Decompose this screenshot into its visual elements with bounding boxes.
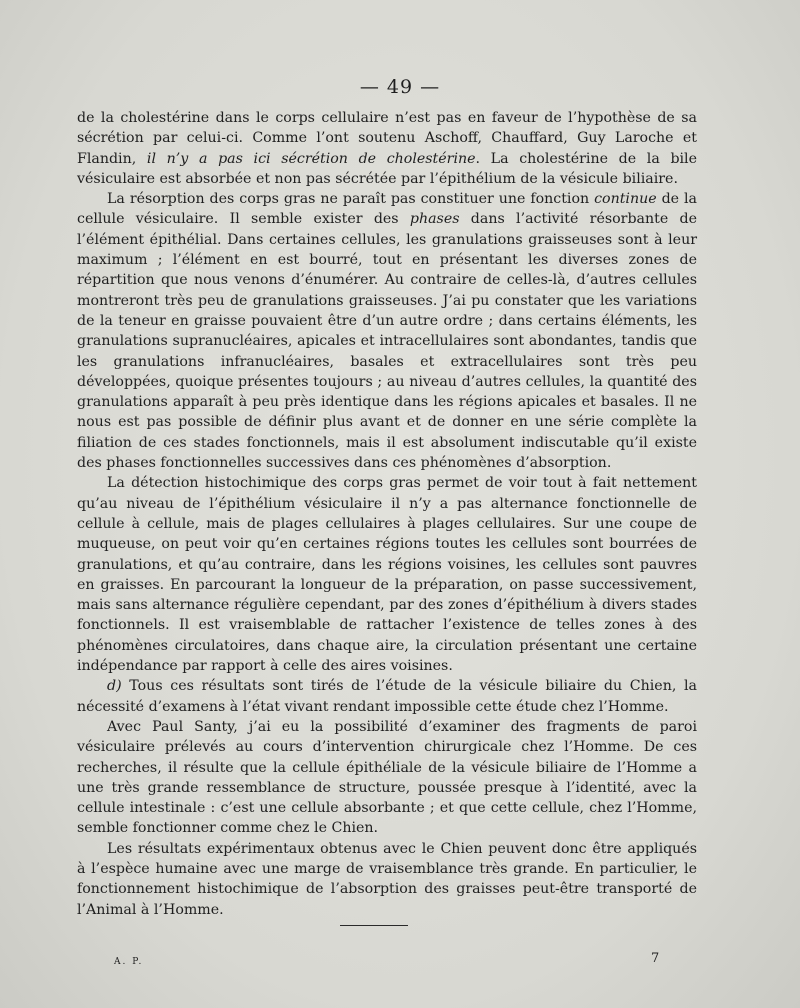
paragraph bbox=[77, 108, 697, 189]
paragraph bbox=[77, 189, 697, 473]
text-run: de la cholestérine dans le corps cellulaire n’est pas en faveur de l’hypothèse de sa sécrétion par celui-ci. Comme l’ont soutenu Aschoff, Chauffard, Guy Laroche et Flandin, bbox=[77, 110, 697, 167]
text-run: dans l’activité résorbante de l’élément épithélial. Dans certaines cellules, les granulations graisseuses sont à leur maximum ; l’élément en est bourré, tout en présentant les diverses zones de répartition que nous venons d’énumérer. Au contraire de celles-là, d’autres cellules montreront très peu de granulations graisseuses. J’ai pu constater que les variations de la teneur en graisse pouvaient être d’un autre ordre ; dans certains éléments, les granulations supranucléaires, apicales et intracellulaires sont abondantes, tandis que les granulations infranucléaires, basales et extracellulaires sont très peu développées, quoique présentes toujours ; au niveau d’autres cellules, la quantité des granulations apparaît à peu près identique dans les régions apicales et basales. Il ne nous est pas possible de définir plus avant et de donner en une série complète la filiation de ces stades fonctionnels, mais il est absolument indiscutable qu’il existe des phases fonctionnelles successives dans ces phénomènes d’absorption. bbox=[77, 211, 697, 472]
paragraph bbox=[77, 676, 697, 717]
italic-run: il n’y a pas ici sécrétion de cholestérine bbox=[146, 150, 476, 167]
paragraph bbox=[77, 473, 697, 676]
italic-run: continue bbox=[594, 191, 657, 208]
text-run: de la cellule vésiculaire. Il semble exister des bbox=[77, 191, 697, 228]
text-run: La détection histochimique des corps gras permet de voir tout à fait nettement qu’au niveau de l’épithélium vésiculaire il n’y a pas alternance fonctionnelle de cellule à cellule, mais de plages cellulaires à plages cellulaires. Sur une coupe de muqueuse, on peut voir qu’en certaines régions toutes les cellules sont bourrées de granulations, et qu’au contraire, dans les régions voisines, les cellules sont pauvres en graisses. En parcourant la longueur de la préparation, on passe successivement, mais sans alternance régulière cependant, par des zones d’épithélium à divers stades fonctionnels. Il est vraisemblable de rattacher l’existence de telles zones à des phénomènes circulatoires, dans chaque aire, la circulation présentant une certaine indépendance par rapport à celle des aires voisines. bbox=[77, 475, 697, 675]
text-run: La résorption des corps gras ne paraît pas constituer une fonction bbox=[107, 191, 595, 208]
text-run: Les résultats expérimentaux obtenus avec le Chien peuvent donc être appliqués à l’espèce humaine avec une marge de vraisemblance très grande. En particulier, le fonctionnement histochimique de l’absorption des graisses peut-être transporté de l’Animal à l’Homme. bbox=[77, 840, 697, 918]
section-divider bbox=[340, 925, 408, 926]
text-run: Tous ces résultats sont tirés de l’étude de la vésicule biliaire du Chien, la nécessité d’examens à l’état vivant rendant impossible cette étude chez l’Homme. bbox=[77, 678, 697, 715]
body-text bbox=[77, 108, 697, 920]
footer-sheet-number: 7 bbox=[651, 951, 660, 966]
footer-signature: A. P. bbox=[114, 957, 144, 967]
page-number: — 49 — bbox=[359, 76, 441, 98]
text-run: Avec Paul Santy, j’ai eu la possibilité d’examiner des fragments de paroi vésiculaire prélevés au cours d’intervention chirurgicale chez l’Homme. De ces recherches, il résulte que la cellule épithéliale de la vésicule biliaire de l’Homme a une très grande ressemblance de structure, poussée presque à l’identité, avec la cellule intestinale : c’est une cellule absorbante ; et que cette cellule, chez l’Homme, semble fonctionner comme chez le Chien. bbox=[77, 718, 697, 837]
paragraph bbox=[77, 717, 697, 839]
text-run: . La cholestérine de la bile vésiculaire est absorbée et non pas sécrétée par l’épithélium de la vésicule biliaire. bbox=[77, 150, 697, 187]
italic-run: phases bbox=[409, 211, 460, 228]
paragraph bbox=[77, 839, 697, 920]
italic-run: d) bbox=[107, 678, 122, 695]
